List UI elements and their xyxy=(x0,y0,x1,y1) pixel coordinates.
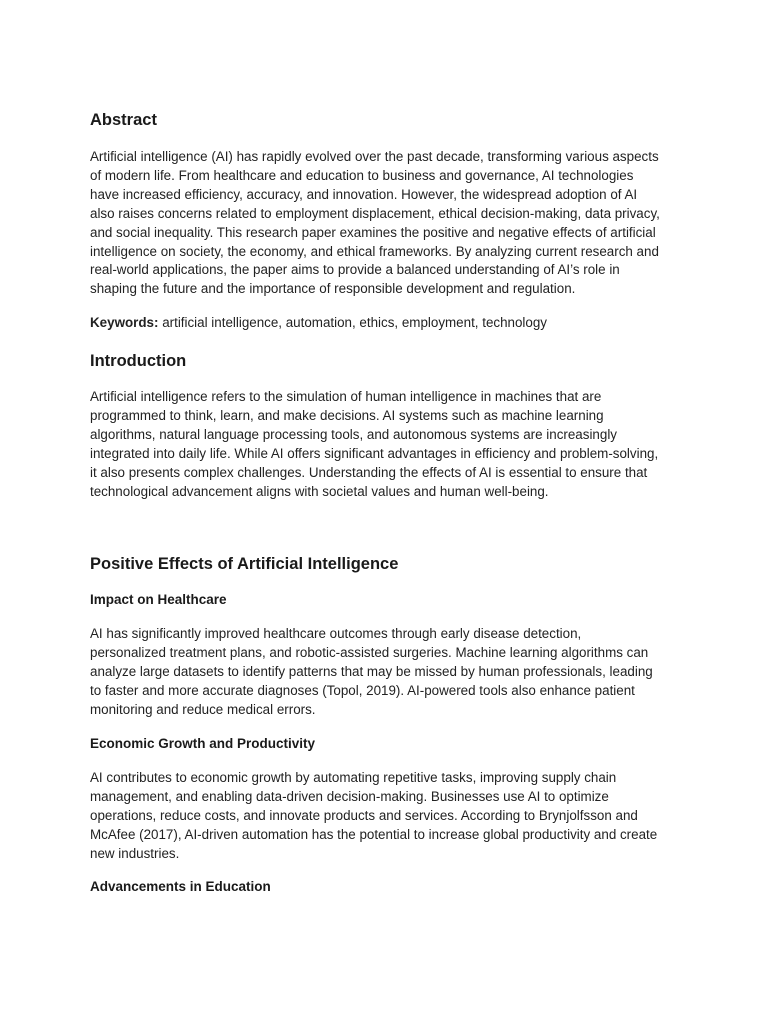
economy-line: AI contributes to economic growth by automating repetitive tasks, improving supply chain xyxy=(90,770,617,785)
abstract-line: of modern life. From healthcare and education to business and governance, AI technologies xyxy=(90,167,634,183)
healthcare-line: to faster and more accurate diagnoses (Topol, 2019). AI-powered tools also enhance patient xyxy=(90,682,635,698)
economy-paragraph xyxy=(90,769,657,864)
economy-line: new industries. xyxy=(90,845,180,861)
keywords-label: Keywords: xyxy=(90,315,159,330)
abstract-heading: Abstract xyxy=(90,111,157,129)
introduction-line: it also presents complex challenges. Understanding the effects of AI is essential to ensure that xyxy=(90,464,648,480)
abstract-line: and social inequality. This research paper examines the positive and negative effects of artificial xyxy=(90,224,656,240)
introduction-paragraph xyxy=(90,388,658,501)
introduction-line: technological advancement aligns with societal values and human well-being. xyxy=(90,483,549,499)
abstract-line: also raises concerns related to employment displacement, ethical decision-making, data privacy, xyxy=(90,205,660,221)
abstract-line: real-world applications, the paper aims to provide a balanced understanding of AI’s role in xyxy=(90,262,620,278)
education-heading: Advancements in Education xyxy=(90,879,271,894)
introduction-heading: Introduction xyxy=(90,352,187,370)
economy-line: McAfee (2017), AI-driven automation has the potential to increase global productivity and create xyxy=(90,826,658,842)
positive-effects-heading: Positive Effects of Artificial Intelligence xyxy=(90,555,399,573)
introduction-line: programmed to think, learn, and make decisions. AI systems such as machine learning xyxy=(90,407,604,423)
introduction-line: integrated into daily life. While AI offers significant advantages in efficiency and problem-solving, xyxy=(90,445,659,461)
economy-line: management, and enabling data-driven decision-making. Businesses use AI to optimize xyxy=(90,788,609,804)
abstract-line: shaping the future and the importance of responsible development and regulation. xyxy=(90,281,576,297)
healthcare-heading: Impact on Healthcare xyxy=(90,592,227,607)
keywords-text: artificial intelligence, automation, ethics, employment, technology xyxy=(158,315,547,330)
abstract-line: intelligence on society, the economy, and ethical frameworks. By analyzing current research and xyxy=(90,243,659,259)
healthcare-line: personalized treatment plans, and robotic-assisted surgeries. Machine learning algorithms can xyxy=(90,644,649,660)
abstract-line: have increased efficiency, accuracy, and innovation. However, the widespread adoption of AI xyxy=(90,186,638,202)
healthcare-paragraph xyxy=(90,625,653,720)
healthcare-line: analyze large datasets to identify patterns that may be missed by human professionals, leading xyxy=(90,663,653,679)
healthcare-line: AI has significantly improved healthcare outcomes through early disease detection, xyxy=(90,626,582,641)
keywords-line xyxy=(90,314,547,333)
introduction-line: Artificial intelligence refers to the simulation of human intelligence in machines that are xyxy=(90,389,602,404)
healthcare-line: monitoring and reduce medical errors. xyxy=(90,701,316,717)
abstract-line: Artificial intelligence (AI) has rapidly evolved over the past decade, transforming various aspects xyxy=(90,149,659,164)
economy-line: operations, reduce costs, and innovate products and services. According to Brynjolfsson and xyxy=(90,807,638,823)
introduction-line: algorithms, natural language processing tools, and autonomous systems are increasingly xyxy=(90,426,617,442)
economy-heading: Economic Growth and Productivity xyxy=(90,736,316,751)
abstract-paragraph xyxy=(90,148,660,299)
